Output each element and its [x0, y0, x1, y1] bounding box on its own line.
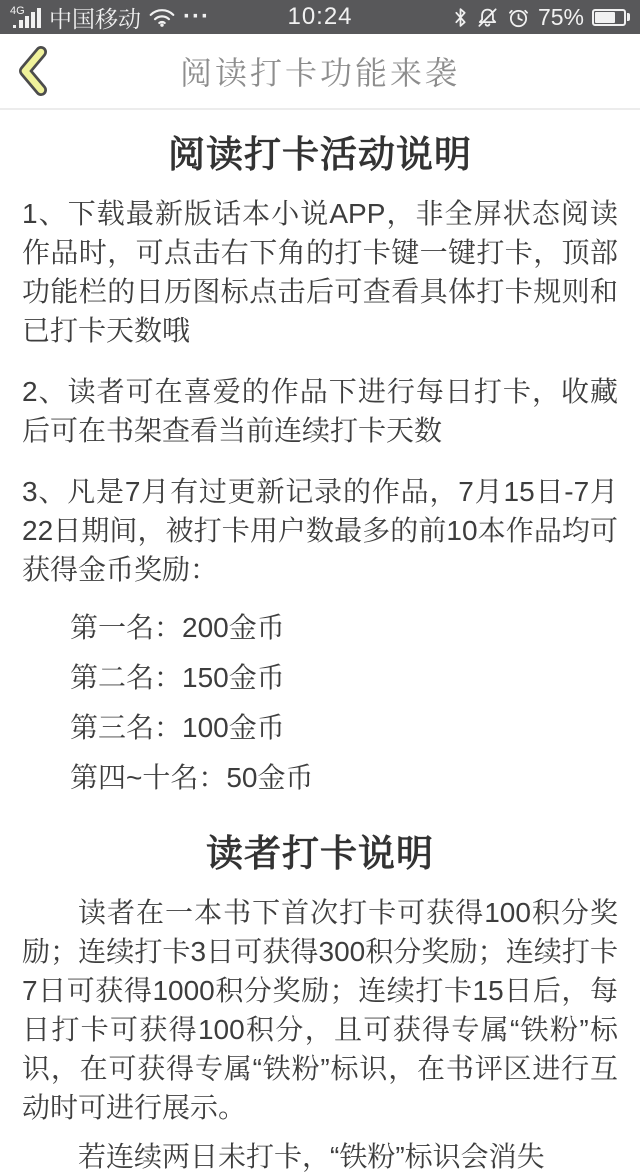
- alarm-clock-icon: [507, 6, 530, 29]
- article-content: [0, 124, 640, 1176]
- carrier-label: 中国移动: [49, 5, 141, 32]
- battery-body: [592, 9, 626, 26]
- svg-text:4G: 4G: [10, 5, 25, 17]
- battery-cap: [627, 13, 630, 21]
- paragraph-rule-3: 3、凡是7月有过更新记录的作品，7月15日-7月22日期间，被打卡用户数最多的前10本作品均可获得金币奖励：: [22, 476, 618, 585]
- mute-bell-icon: [476, 6, 499, 29]
- status-bar: [0, 0, 640, 34]
- reward-item-third: 第三名：100金币: [70, 712, 285, 743]
- section2-heading: 读者打卡说明: [206, 833, 434, 874]
- status-right-cluster: [453, 4, 630, 31]
- status-clock: 10:24: [287, 3, 353, 30]
- battery-percent-label: 75%: [537, 3, 584, 30]
- paragraph-rule-1: 1、下载最新版话本小说APP，非全屏状态阅读作品时，可点击右下角的打卡键一键打卡，顶部功能栏的日历图标点击后可查看具体打卡规则和已打卡天数哦: [22, 198, 618, 346]
- paragraph-rule-2: 2、读者可在喜爱的作品下进行每日打卡，收藏后可在书架查看当前连续打卡天数: [22, 376, 618, 446]
- status-left-cluster: [10, 1, 210, 34]
- battery-icon: [592, 9, 630, 26]
- paragraph-streak-warning: 若连续两日未打卡，“铁粉”标识会消失: [78, 1141, 545, 1172]
- reward-item-second: 第二名：150金币: [70, 662, 285, 693]
- section1-heading: 阅读打卡活动说明: [168, 134, 472, 175]
- reward-item-first: 第一名：200金币: [70, 612, 285, 643]
- back-button[interactable]: [14, 41, 50, 101]
- wifi-icon: [148, 6, 176, 28]
- back-chevron-icon: [16, 87, 48, 102]
- signal-strength-icon: [10, 4, 42, 30]
- reward-item-fourth-to-tenth: 第四~十名：50金币: [70, 762, 314, 793]
- page-title: 阅读打卡功能来袭: [179, 55, 460, 91]
- reward-list: [22, 603, 618, 803]
- bluetooth-icon: [453, 6, 468, 29]
- battery-fill: [595, 12, 615, 23]
- status-more-indicator: ···: [183, 3, 210, 30]
- nav-bar: [0, 34, 640, 110]
- paragraph-reader-points: 读者在一本书下首次打卡可获得100积分奖励；连续打卡3日可获得300积分奖励；连续打卡7日可获得1000积分奖励；连续打卡15日后，每日打卡可获得100积分，且可获得专属“铁粉”标识，在可获得专属“铁粉”标识，在书评区进行互动时可进行展示。: [22, 897, 618, 1123]
